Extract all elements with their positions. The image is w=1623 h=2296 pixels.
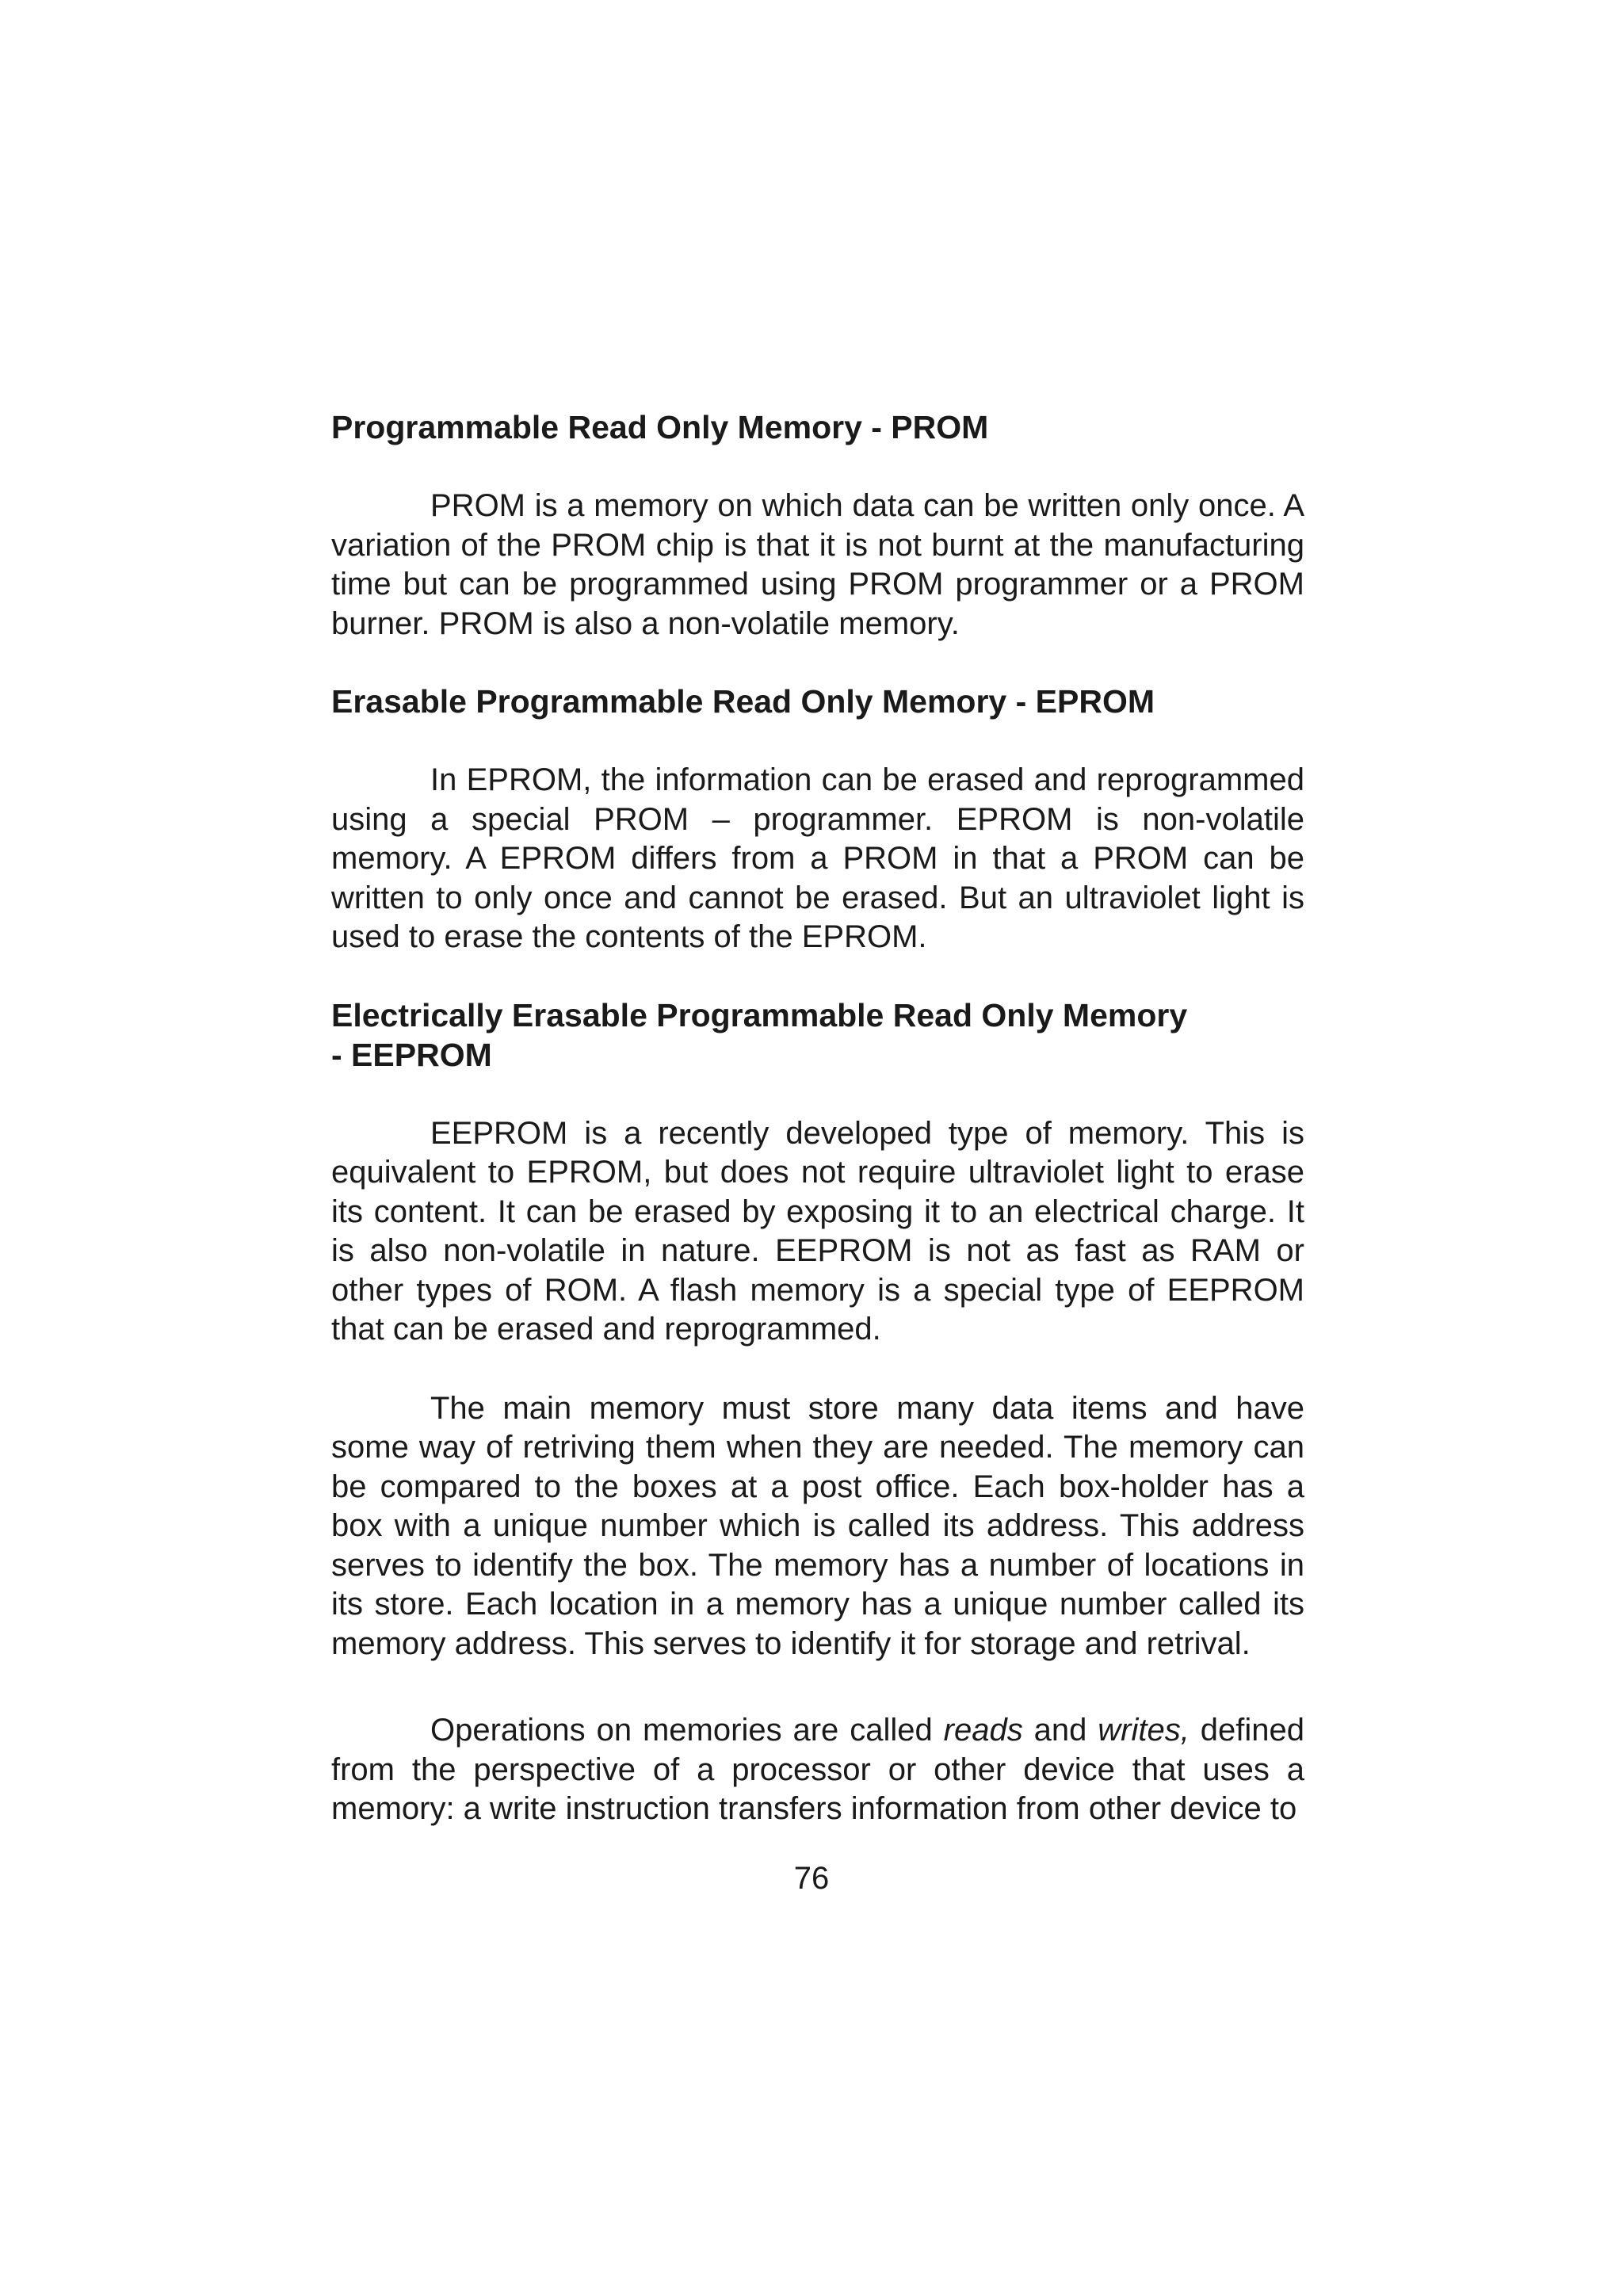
- prom-paragraph: PROM is a memory on which data can be written only once. A variation of the PROM chip is that it is not burnt at the manufacturing time but can be programmed using PROM programmer or a PROM burner. PROM is also a non-volatile memory.: [331, 488, 1304, 641]
- writes-term: writes,: [1098, 1713, 1190, 1748]
- reads-term: reads: [943, 1713, 1023, 1748]
- operations-text-3: defined from the perspective of a processor or other device that uses a memory: a write instruction transfers information from other device to: [331, 1713, 1305, 1826]
- operations-text-1: Operations on memories are called: [430, 1713, 944, 1748]
- page-number: 76: [793, 1861, 830, 1896]
- prom-heading: Programmable Read Only Memory - PROM: [331, 409, 989, 445]
- main-memory-paragraph: The main memory must store many data items and have some way of retriving them when they are needed. The memory can be compared to the boxes at a post office. Each box-holder has a box with a unique number which is called its address. This address serves to identify the box. The memory has a number of locations in its store. Each location in a memory has a unique number called its memory address. This serves to identify it for storage and retrival.: [331, 1390, 1304, 1661]
- eeprom-paragraph: EEPROM is a recently developed type of memory. This is equivalent to EPROM, but does not require ultraviolet light to erase its content. It can be erased by exposing it to an electrical charge. It is also non-volatile in nature. EEPROM is not as fast as RAM or other types of ROM. A flash memory is a special type of EEPROM that can be erased and reprogrammed.: [331, 1115, 1304, 1347]
- operations-text-2: and: [1022, 1713, 1098, 1748]
- page-body: [331, 407, 1304, 1829]
- eeprom-heading: [331, 995, 1304, 1075]
- eeprom-heading-line1: Electrically Erasable Programmable Read Only Memory: [331, 996, 1188, 1033]
- eeprom-heading-line2: - EEPROM: [331, 1036, 492, 1073]
- eprom-paragraph: In EPROM, the information can be erased and reprogrammed using a special PROM – programmer. EPROM is non-volatile memory. A EPROM differs from a PROM in that a PROM can be written to only once and cannot be erased. But an ultraviolet light is used to erase the contents of the EPROM.: [331, 762, 1304, 954]
- operations-paragraph: [331, 1711, 1304, 1829]
- eprom-heading: Erasable Programmable Read Only Memory - EPROM: [331, 683, 1155, 720]
